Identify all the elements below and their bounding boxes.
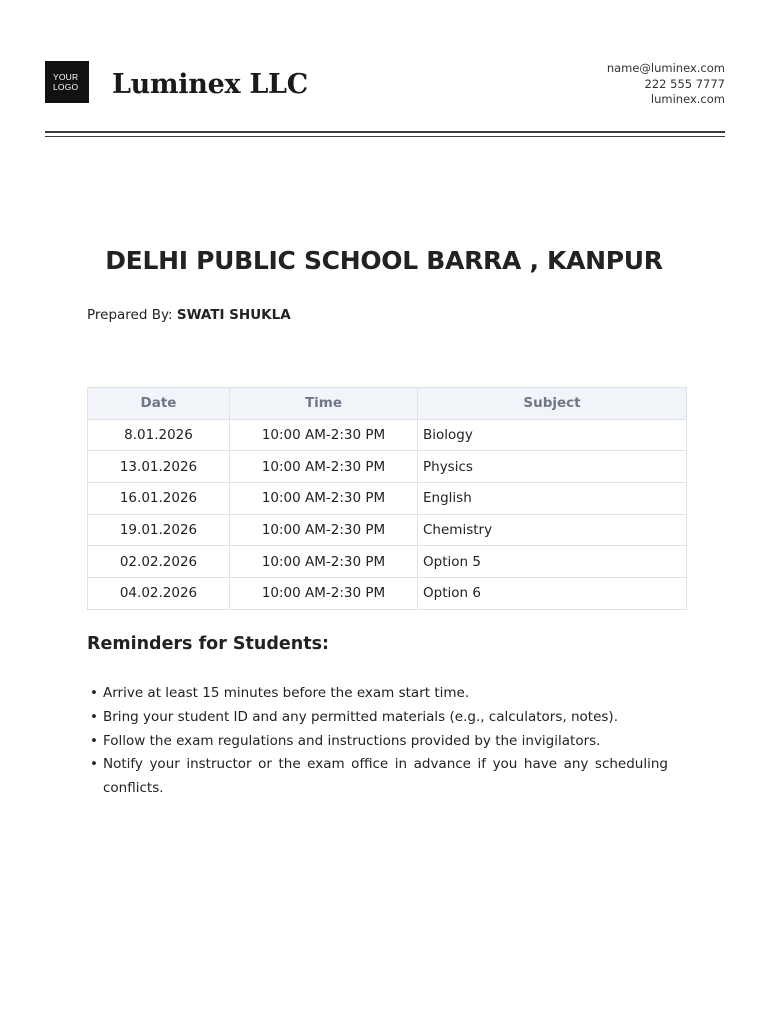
cell-subject: Option 5 [418,546,687,578]
cell-time: 10:00 AM-2:30 PM [230,483,418,515]
list-item [90,706,668,730]
column-header-time: Time [230,388,418,420]
cell-time: 10:00 AM-2:30 PM [230,419,418,451]
table-row [88,483,687,515]
cell-time: 10:00 AM-2:30 PM [230,546,418,578]
cell-time: 10:00 AM-2:30 PM [230,514,418,546]
bullet-icon: • [90,685,98,701]
table-row [88,419,687,451]
list-item-text: Follow the exam regulations and instructions provided by the invigilators. [103,732,601,749]
header-divider-thick [45,131,725,133]
exam-schedule-table [87,387,687,610]
document-title: DELHI PUBLIC SCHOOL BARRA , KANPUR [105,246,663,275]
cell-time: 10:00 AM-2:30 PM [230,578,418,610]
list-item-text: Arrive at least 15 minutes before the exam start time. [103,685,470,701]
cell-date: 02.02.2026 [88,546,230,578]
table-row [88,451,687,483]
header-divider-thin [45,136,725,137]
table-row [88,514,687,546]
contact-phone: 222 555 7777 [644,76,725,91]
table-row [88,578,687,610]
cell-date: 19.01.2026 [88,514,230,546]
prepared-by [87,307,291,323]
logo-line2: LOGO [53,82,79,92]
cell-date: 04.02.2026 [88,578,230,610]
bullet-icon: • [90,732,98,749]
cell-subject: English [418,483,687,515]
reminders-list [90,682,668,801]
column-header-subject: Subject [418,388,687,420]
bullet-icon: • [90,756,98,773]
cell-subject: Biology [418,419,687,451]
logo-line1: YOUR [53,72,79,82]
table-header-row [88,388,687,420]
list-item-text: Bring your student ID and any permitted materials (e.g., calculators, notes). [103,708,618,725]
company-logo [45,61,89,103]
letterhead [45,61,725,109]
list-item [90,682,668,706]
table-row [88,546,687,578]
company-name: Luminex LLC [112,69,308,100]
contact-email: name@luminex.com [606,61,725,75]
cell-time: 10:00 AM-2:30 PM [230,451,418,483]
reminders-heading: Reminders for Students: [87,634,329,654]
column-header-date: Date [88,388,230,420]
cell-subject: Physics [418,451,687,483]
contact-website: luminex.com [650,92,725,106]
bullet-icon: • [90,708,98,725]
list-item-text: Notify your instructor or the exam office in advance if you have any scheduling conflicts. [103,756,668,797]
cell-date: 8.01.2026 [88,419,230,451]
contact-block [607,61,725,108]
prepared-by-name: SWATI SHUKLA [176,307,291,323]
cell-date: 13.01.2026 [88,451,230,483]
list-item [90,730,668,754]
cell-subject: Chemistry [418,514,687,546]
prepared-by-label: Prepared By: [87,307,173,323]
list-item [90,753,668,801]
cell-date: 16.01.2026 [88,483,230,515]
cell-subject: Option 6 [418,578,687,610]
